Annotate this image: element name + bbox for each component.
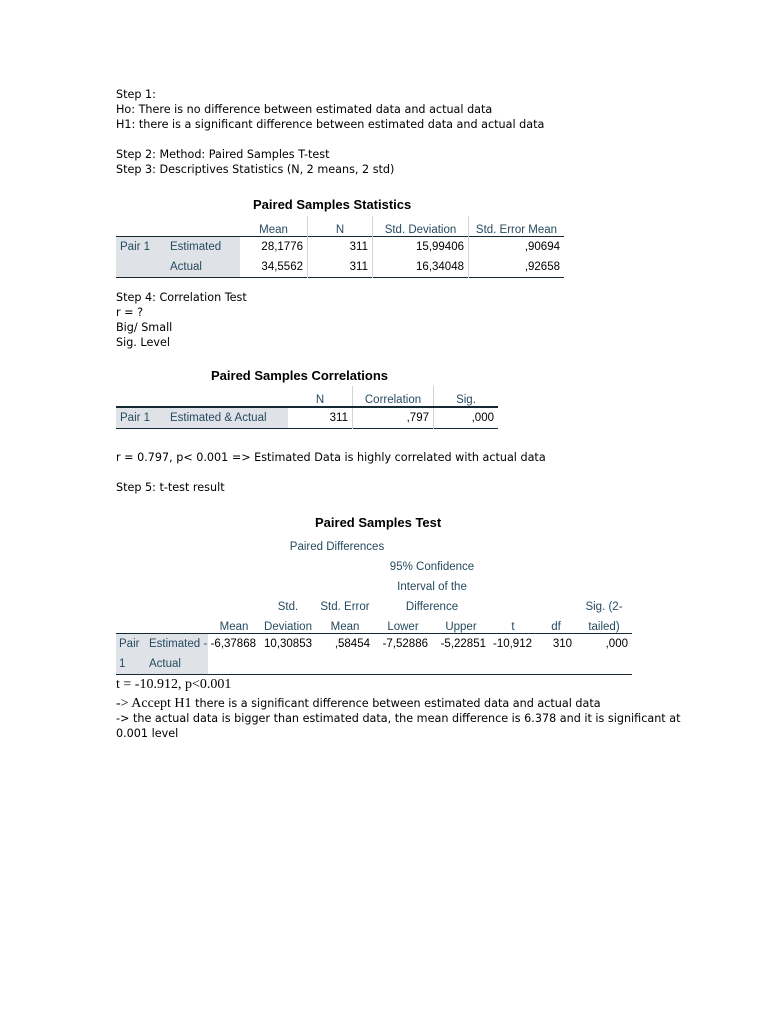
table-row xyxy=(116,257,564,278)
stats-cell-n: 311 xyxy=(308,257,373,278)
ttest-cell-mean: -6,37868 xyxy=(210,638,256,650)
stats-header-sem: Std. Error Mean xyxy=(475,224,558,236)
corr-header-n: N xyxy=(288,386,353,407)
corr-cell-correlation: ,797 xyxy=(353,407,434,429)
table-row xyxy=(116,407,498,429)
stats-cell-sd: 15,99406 xyxy=(373,237,469,258)
ttest-header-sig-1: Sig. (2- xyxy=(585,601,623,613)
step5-text: Step 5: t-test result xyxy=(116,481,225,494)
ttest-cell-upper: -5,22851 xyxy=(440,638,486,650)
ttest-row-label-1: Estimated - xyxy=(146,634,208,655)
ttest-header-df: df xyxy=(551,621,561,633)
ttest-table xyxy=(116,533,632,675)
step4-big-small: Big/ Small xyxy=(116,321,173,334)
ttest-cell-se: ,58454 xyxy=(334,638,370,650)
stats-row-label: Actual xyxy=(168,257,240,278)
corr-result-text: r = 0.797, p< 0.001 => Estimated Data is highly correlated with actual data xyxy=(116,451,546,464)
accept-h1-prefix: -> Accept H1 xyxy=(116,696,192,711)
ttest-group-header: Paired Differences xyxy=(289,541,385,553)
ttest-cell-lower: -7,52886 xyxy=(382,638,428,650)
table-row xyxy=(116,237,564,258)
stats-table xyxy=(116,216,564,278)
ttest-header-row-4 xyxy=(116,593,632,613)
stats-cell-mean: 34,5562 xyxy=(240,257,308,278)
accept-h1-rest: there is a significant difference between estimated data and actual data xyxy=(191,697,601,710)
ttest-header-upper: Upper xyxy=(445,621,477,633)
accept-h1-line xyxy=(116,696,601,711)
corr-header-row xyxy=(116,386,498,407)
ttest-header-mean: Mean xyxy=(219,621,249,633)
stats-cell-n: 311 xyxy=(308,237,373,258)
ttest-cell-df: 310 xyxy=(552,638,572,650)
stats-table-title: Paired Samples Statistics xyxy=(253,197,412,212)
ttest-header-sd-2: Deviation xyxy=(264,621,312,633)
ttest-header-row-5 xyxy=(116,613,632,634)
ttest-header-se-1: Std. Error xyxy=(320,601,370,613)
t-result-line: t = -10.912, p<0.001 xyxy=(116,677,232,692)
ttest-header-sd-1: Std. xyxy=(277,601,299,613)
ttest-cell-sig: ,000 xyxy=(605,638,628,650)
stats-cell-sd: 16,34048 xyxy=(373,257,469,278)
conclusion-line-3: 0.001 level xyxy=(116,727,179,740)
conclusion-line-2: -> the actual data is bigger than estimated data, the mean difference is 6.378 and it is significant at xyxy=(116,712,681,725)
corr-cell-sig: ,000 xyxy=(471,412,494,424)
ttest-header-lower: Lower xyxy=(387,621,419,633)
stats-cell-mean: 28,1776 xyxy=(240,237,308,258)
step1-text: Step 1: xyxy=(116,88,156,101)
null-hypothesis-text: Ho: There is no difference between estimated data and actual data xyxy=(116,103,493,116)
stats-pair-label: Pair 1 xyxy=(116,237,168,258)
ttest-row-label-2: Actual xyxy=(146,654,208,675)
stats-header-n: N xyxy=(308,216,373,237)
step4-sig-level: Sig. Level xyxy=(116,336,170,349)
ttest-ci-header-1: 95% Confidence xyxy=(389,561,475,573)
step4-r: r = ? xyxy=(116,306,144,319)
corr-pair-label: Pair 1 xyxy=(116,407,168,429)
ttest-header-row-2 xyxy=(116,553,632,573)
ttest-pair-label-1: Pair xyxy=(116,634,146,655)
ttest-header-se-2: Mean xyxy=(330,621,360,633)
stats-header-sd: Std. Deviation xyxy=(373,216,469,237)
step3-text: Step 3: Descriptives Statistics (N, 2 means, 2 std) xyxy=(116,163,395,176)
ttest-pair-label-2: 1 xyxy=(116,654,146,675)
stats-cell-sem: ,90694 xyxy=(524,241,560,253)
corr-table xyxy=(116,386,498,429)
step4-title: Step 4: Correlation Test xyxy=(116,291,247,304)
corr-table-title: Paired Samples Correlations xyxy=(211,368,389,383)
ttest-header-row-1 xyxy=(116,533,632,553)
step2-text: Step 2: Method: Paired Samples T-test xyxy=(116,148,330,161)
ttest-table-title: Paired Samples Test xyxy=(315,515,442,530)
stats-cell-sem: ,92658 xyxy=(524,261,560,273)
corr-header-correlation: Correlation xyxy=(353,386,434,407)
stats-row-label: Estimated xyxy=(168,237,240,258)
ttest-header-t: t xyxy=(511,621,515,633)
corr-header-sig: Sig. xyxy=(456,394,476,406)
ttest-ci-header-3: Difference xyxy=(405,601,459,613)
corr-cell-n: 311 xyxy=(288,407,353,429)
table-row xyxy=(116,634,632,655)
stats-header-mean: Mean xyxy=(240,216,308,237)
ttest-header-sig-2: tailed) xyxy=(588,621,620,633)
ttest-ci-header-2: Interval of the xyxy=(397,581,467,593)
table-row xyxy=(116,654,632,675)
ttest-cell-sd: 10,30853 xyxy=(264,638,312,650)
corr-row-label: Estimated & Actual xyxy=(168,407,288,429)
alt-hypothesis-text: H1: there is a significant difference between estimated data and actual data xyxy=(116,118,545,131)
stats-header-row xyxy=(116,216,564,237)
ttest-cell-t: -10,912 xyxy=(492,638,532,650)
ttest-header-row-3 xyxy=(116,573,632,593)
